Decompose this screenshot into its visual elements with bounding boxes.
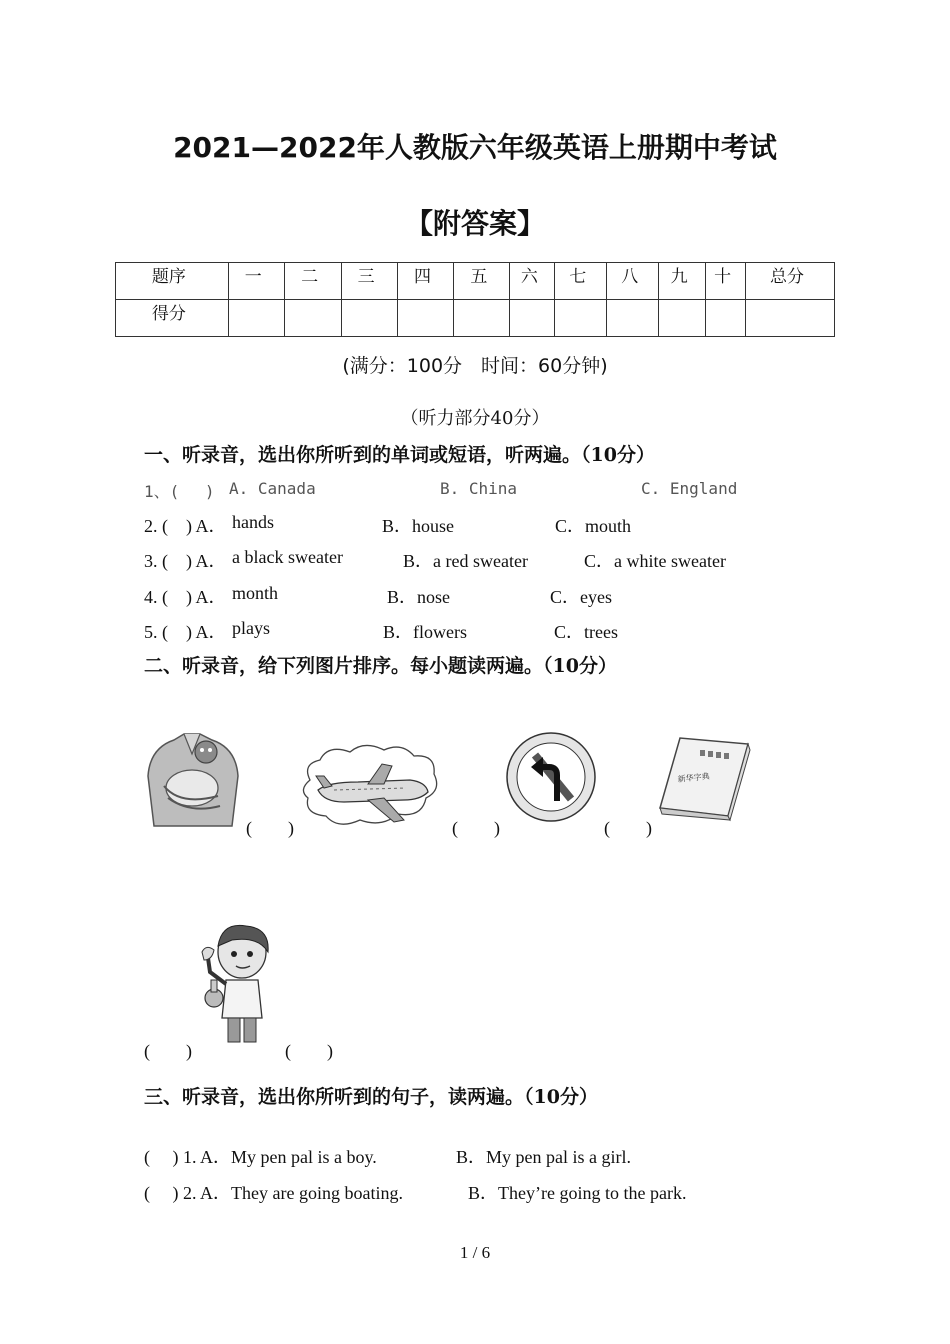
title-line2: 【附答案】: [404, 207, 545, 240]
table-cell: 二: [284, 263, 341, 300]
person-holding-cat-picture: [140, 726, 244, 828]
section3-heading: 三、听录音，选出你所听到的句子，读两遍。（10分）: [144, 1086, 598, 1108]
table-cell: 十: [706, 263, 746, 300]
score-cell[interactable]: [228, 300, 284, 337]
table-cell: 七: [555, 263, 607, 300]
section1-heading: 一、听录音，选出你所听到的单词或短语，听两遍。（10分）: [144, 444, 655, 466]
q3-option-b: B．a red sweater: [403, 551, 528, 571]
table-cell: 五: [454, 263, 510, 300]
score-cell[interactable]: [454, 300, 510, 337]
table-cell: 六: [510, 263, 555, 300]
score-cell[interactable]: [284, 300, 341, 337]
q3-option-a: a black sweater: [232, 547, 343, 567]
answer-blank-2[interactable]: ( ): [452, 818, 500, 838]
q3-number: 3. ( ) A．: [144, 551, 227, 571]
table-cell: 四: [397, 263, 454, 300]
listening-part-label: （听力部分40分）: [400, 408, 550, 429]
airplane-picture: [298, 740, 443, 830]
q4-option-a: month: [232, 583, 279, 603]
table-cell: 一: [228, 263, 284, 300]
q5-number: 5. ( ) A．: [144, 622, 227, 642]
title-line1: 2021—2022年人教版六年级英语上册期中考试: [173, 131, 777, 164]
table-cell: 九: [659, 263, 706, 300]
score-cell[interactable]: [607, 300, 659, 337]
table-cell: 八: [607, 263, 659, 300]
q5-option-a: plays: [232, 618, 270, 638]
answer-blank-3[interactable]: ( ): [604, 818, 652, 838]
score-cell[interactable]: [706, 300, 746, 337]
q2-option-a: hands: [232, 512, 274, 532]
s3-q2-option-a: ( ) 2. A．They are going boating.: [144, 1183, 403, 1203]
no-left-turn-sign-picture: [505, 731, 597, 823]
q1-option-c: C. England: [641, 479, 738, 498]
q4-option-c: C．eyes: [550, 587, 612, 607]
answer-blank-1[interactable]: ( ): [246, 818, 294, 838]
q5-option-c: C．trees: [554, 622, 618, 642]
dictionary-book-picture: [656, 734, 752, 822]
score-cell[interactable]: [659, 300, 706, 337]
q4-option-b: B．nose: [387, 587, 450, 607]
s3-q2-option-b: B．They’re going to the park.: [468, 1183, 687, 1203]
q2-option-b: B．house: [382, 516, 454, 536]
q1-option-a: A. Canada: [229, 479, 316, 498]
table-cell: 得分: [116, 300, 229, 337]
table-cell: 题序: [116, 263, 229, 300]
answer-blank-5[interactable]: ( ): [285, 1041, 333, 1061]
score-cell[interactable]: [746, 300, 835, 337]
q3-option-c: C．a white sweater: [584, 551, 726, 571]
score-cell[interactable]: [397, 300, 454, 337]
s3-q1-option-a: ( ) 1. A．My pen pal is a boy.: [144, 1147, 377, 1167]
score-table-score-row: [116, 300, 835, 337]
table-cell: 总分: [746, 263, 835, 300]
q5-option-b: B．flowers: [383, 622, 467, 642]
q2-number: 2. ( ) A．: [144, 516, 227, 536]
q1-number: 1、( ): [144, 482, 215, 501]
boy-with-flask-picture: [192, 922, 282, 1048]
score-cell[interactable]: [510, 300, 555, 337]
q1-option-b: B. China: [440, 479, 518, 498]
s3-q1-option-b: B．My pen pal is a girl.: [456, 1147, 631, 1167]
score-cell[interactable]: [555, 300, 607, 337]
section2-heading: 二、听录音，给下列图片排序。每小题读两遍。（10分）: [144, 655, 617, 677]
dictionary-cover-text: 新华字典: [677, 771, 711, 784]
answer-blank-4[interactable]: ( ): [144, 1041, 192, 1061]
page-number: 1 / 6: [459, 1243, 491, 1262]
score-table-header-row: [116, 263, 835, 300]
score-table: [115, 262, 835, 337]
q2-option-c: C．mouth: [555, 516, 632, 536]
q4-number: 4. ( ) A．: [144, 587, 227, 607]
score-cell[interactable]: [341, 300, 397, 337]
table-cell: 三: [341, 263, 397, 300]
exam-note: (满分：100分 时间：60分钟): [342, 355, 608, 377]
